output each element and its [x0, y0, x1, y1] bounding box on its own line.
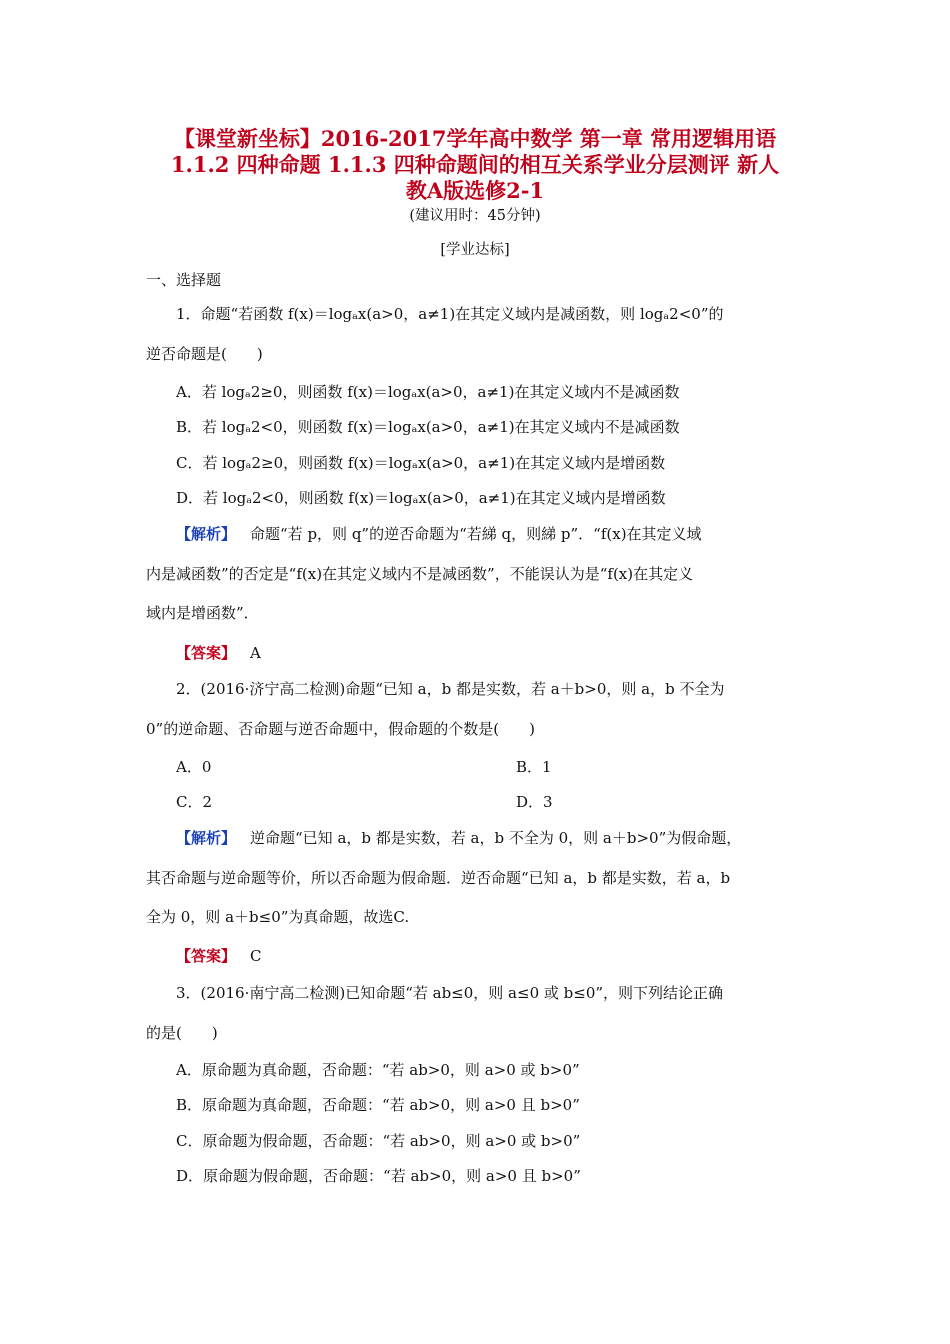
- analysis-tag: 【解析】: [176, 525, 237, 543]
- q3-stem-line-1: 3．(2016·南宁高二检测)已知命题“若 ab≤0，则 a≤0 或 b≤0”，则下列结论正确: [176, 984, 724, 1002]
- q3-option-a: A．原命题为真命题，否命题：“若 ab>0，则 a>0 或 b>0”: [176, 1061, 580, 1079]
- level-label: [学业达标]: [440, 242, 510, 258]
- q2-option-d: D．3: [516, 793, 553, 811]
- q2-stem-line-2: 0”的逆命题、否命题与逆否命题中，假命题的个数是( ): [146, 720, 535, 738]
- q2-stem-line-1: 2．(2016·济宁高二检测)命题“已知 a，b 都是实数，若 a＋b>0，则 a，b 不全为: [176, 680, 725, 698]
- title-line-2: 1.1.2 四种命题 1.1.3 四种命题间的相互关系学业分层测评 新人: [170, 152, 780, 177]
- answer-tag: 【答案】: [176, 644, 237, 662]
- q1-answer-line: [176, 643, 261, 663]
- q2-analysis-line-2: 其否命题与逆命题等价，所以否命题为假命题．逆否命题“已知 a，b 都是实数，若 a，b: [146, 869, 731, 887]
- q2-analysis-text: 逆命题“已知 a，b 都是实数，若 a，b 不全为 0，则 a＋b>0”为假命题，: [250, 829, 742, 847]
- q1-option-d: D．若 logₐ2<0，则函数 f(x)＝logₐx(a>0，a≠1)在其定义域内是增函数: [176, 489, 666, 507]
- q3-stem-line-2: 的是( ): [146, 1024, 218, 1042]
- q1-stem-line-1: 1．命题“若函数 f(x)＝logₐx(a>0，a≠1)在其定义域内是减函数，则 logₐ2<0”的: [176, 305, 724, 323]
- q1-stem-line-2: 逆否命题是( ): [146, 345, 263, 363]
- page-title: [140, 126, 810, 204]
- q2-option-b: B．1: [516, 758, 552, 776]
- section-heading: 一、选择题: [146, 271, 222, 289]
- q1-analysis-line-2: 内是减函数”的否定是“f(x)在其定义域内不是减函数”，不能误认为是“f(x)在其定义: [146, 565, 694, 583]
- q3-option-b: B．原命题为真命题，否命题：“若 ab>0，则 a>0 且 b>0”: [176, 1096, 580, 1114]
- time-note: (建议用时：45分钟): [409, 208, 541, 224]
- q1-analysis-line-3: 域内是增函数”．: [146, 604, 259, 622]
- q2-analysis-line-1: [176, 828, 741, 848]
- answer-tag: 【答案】: [176, 947, 237, 965]
- q2-analysis-line-3: 全为 0，则 a＋b≤0”为真命题，故选C.: [146, 908, 410, 926]
- q1-answer: A: [250, 644, 261, 662]
- q2-option-c: C．2: [176, 793, 213, 811]
- analysis-tag: 【解析】: [176, 829, 237, 847]
- q2-option-a: A．0: [176, 758, 212, 776]
- title-line-1: 【课堂新坐标】2016-2017学年高中数学 第一章 常用逻辑用语: [173, 126, 777, 151]
- q1-option-a: A．若 logₐ2≥0，则函数 f(x)＝logₐx(a>0，a≠1)在其定义域内不是减函数: [176, 383, 680, 401]
- q2-answer-line: [176, 946, 262, 966]
- q3-option-d: D．原命题为假命题，否命题：“若 ab>0，则 a>0 且 b>0”: [176, 1167, 581, 1185]
- q3-option-c: C．原命题为假命题，否命题：“若 ab>0，则 a>0 或 b>0”: [176, 1132, 581, 1150]
- q2-answer: C: [250, 947, 262, 965]
- title-line-3: 教A版选修2-1: [405, 178, 545, 203]
- q1-analysis-text: 命题“若 p，则 q”的逆否命题为“若綈 q，则綈 p”．“f(x)在其定义域: [250, 525, 702, 543]
- q1-option-c: C．若 logₐ2≥0，则函数 f(x)＝logₐx(a>0，a≠1)在其定义域内是增函数: [176, 454, 666, 472]
- q1-option-b: B．若 logₐ2<0，则函数 f(x)＝logₐx(a>0，a≠1)在其定义域内不是减函数: [176, 418, 680, 436]
- q1-analysis-line-1: [176, 524, 702, 544]
